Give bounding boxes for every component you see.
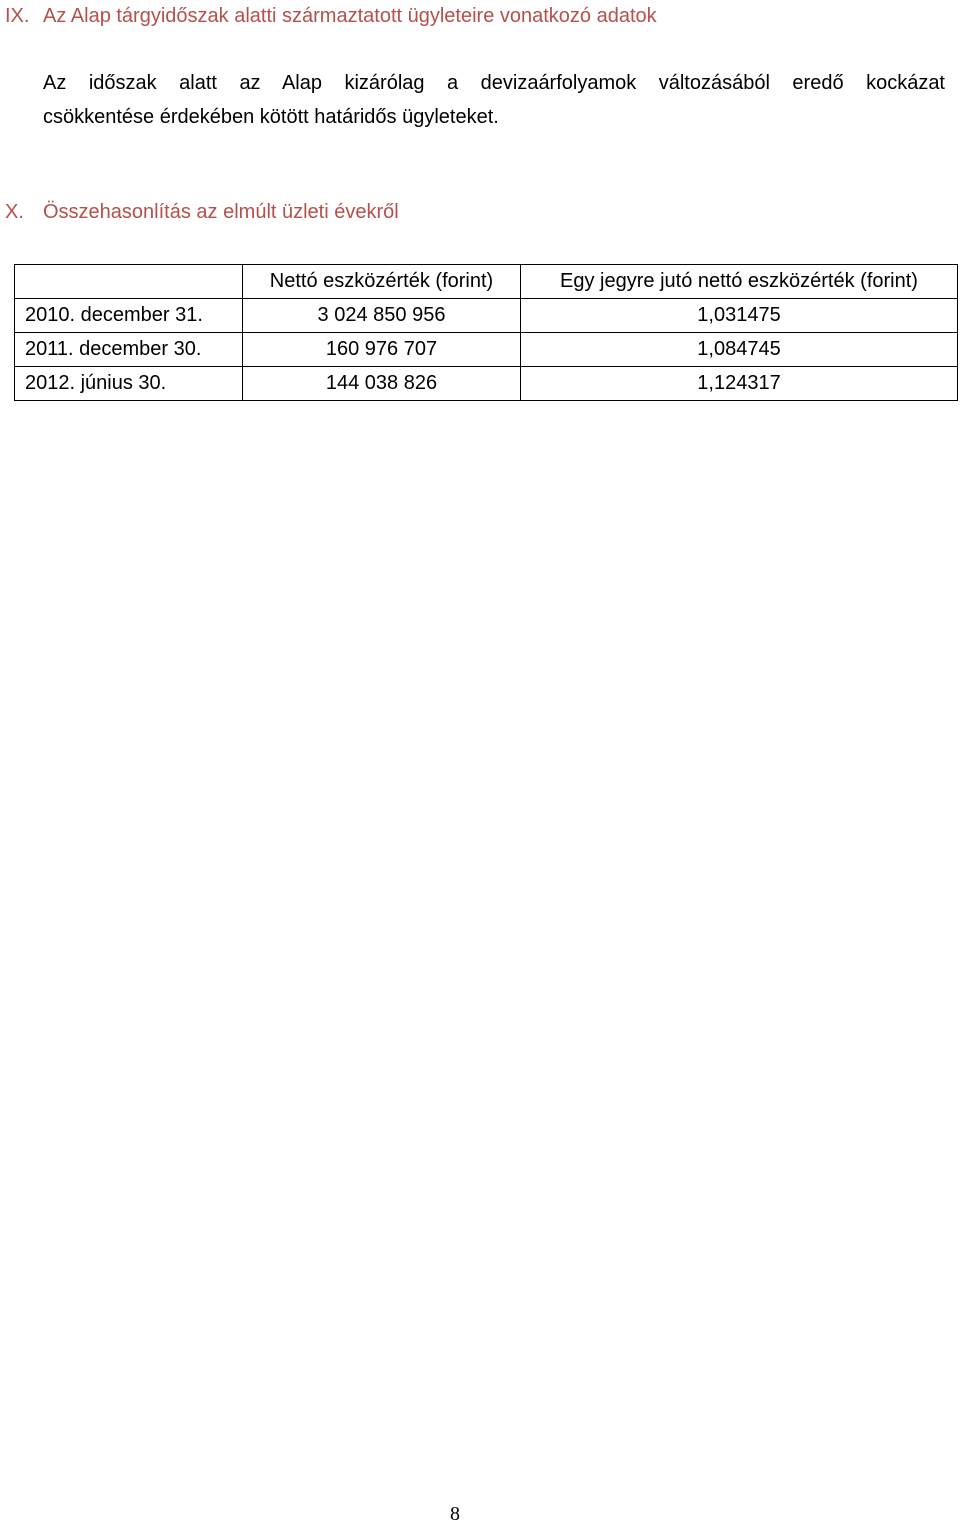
table-row [15,299,958,333]
table-row [15,367,958,401]
row-net-asset-value-cell: 144 038 826 [243,367,521,401]
header-cell-empty [15,265,243,299]
row-unit-value-cell: 1,124317 [521,367,958,401]
header-cell-unit-value: Egy jegyre jutó nettó eszközérték (forint) [521,265,958,299]
row-unit-value-cell: 1,084745 [521,333,958,367]
header-cell-net-asset-value: Nettó eszközérték (forint) [243,265,521,299]
paragraph-line-1: Az időszak alatt az Alap kizárólag a devizaárfolyamok változásából eredő kockázat [43,72,945,94]
row-date-cell: 2010. december 31. [15,299,243,333]
section-x-title: Összehasonlítás az elmúlt üzleti évekről [43,201,399,223]
section-x-heading [5,200,399,224]
row-date-cell: 2012. június 30. [15,367,243,401]
section-x-number: X. [5,201,24,223]
section-ix-paragraph [43,66,945,134]
row-net-asset-value-cell: 160 976 707 [243,333,521,367]
page-number: 8 [450,1503,460,1525]
table-header-row [15,265,958,299]
section-ix-title: Az Alap tárgyidőszak alatti származtatott ügyleteire vonatkozó adatok [43,5,657,27]
row-date-cell: 2011. december 30. [15,333,243,367]
comparison-table [14,264,958,401]
paragraph-line-2: csökkentése érdekében kötött határidős ügyleteket. [43,106,499,128]
section-ix-number: IX. [5,5,30,27]
row-unit-value-cell: 1,031475 [521,299,958,333]
section-ix-heading [5,4,657,28]
table-row [15,333,958,367]
row-net-asset-value-cell: 3 024 850 956 [243,299,521,333]
